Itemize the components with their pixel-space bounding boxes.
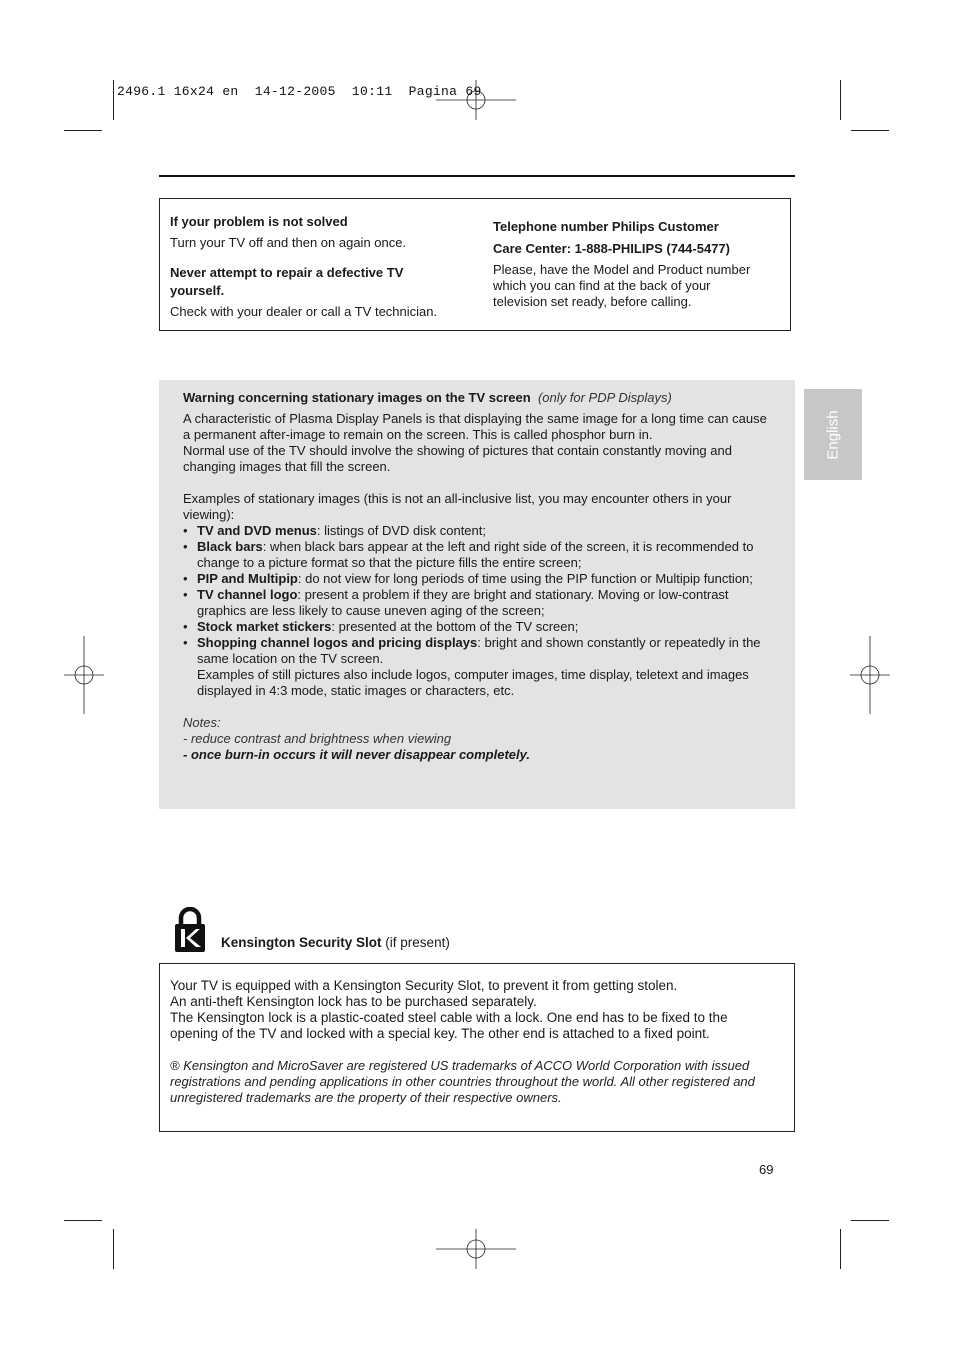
crop-mark-bottom-left-h (64, 1220, 102, 1221)
list-item: • Black bars: when black bars appear at the left and right side of the screen, it is recommended to change to a picture format so that the picture fills the entire screen; (183, 539, 754, 570)
customer-care-text: Please, have the Model and Product number which you can find at the back of your television set ready, before calling. (493, 262, 751, 309)
crop-mark-top-right-v (840, 80, 841, 120)
page-number: 69 (759, 1162, 774, 1177)
kensington-title: Kensington Security Slot (221, 935, 382, 950)
kensington-heading (221, 935, 450, 950)
not-solved-text: Turn your TV off and then on again once. (170, 235, 407, 250)
problem-box (159, 198, 791, 331)
examples-intro: Examples of stationary images (this is not an all-inclusive list, you may encounter others in your viewing): (183, 491, 732, 522)
still-pictures-text: Examples of still pictures also include logos, computer images, time display, teletext and images displayed in 4:3 mode, static images or characters, etc. (197, 667, 749, 698)
top-rule (159, 175, 795, 177)
warning-intro-2: Normal use of the TV should involve the showing of pictures that contain constantly moving and changing images that fill the screen. (183, 443, 732, 474)
warning-subtitle: (only for PDP Displays) (537, 390, 672, 405)
customer-care-heading-1: Telephone number Philips Customer (493, 219, 719, 234)
never-repair-text: Check with your dealer or call a TV technician. (170, 304, 438, 319)
problem-box-right (493, 216, 783, 310)
stationary-images-list (183, 523, 768, 667)
crop-mark-bottom-right-h (851, 1220, 889, 1221)
print-slug: 2496.1 16x24 en 14-12-2005 10:11 Pagina 69 (117, 84, 482, 99)
registration-mark-left (64, 636, 104, 714)
list-item: • TV channel logo: present a problem if they are bright and stationary. Moving or low-contrast graphics are less likely to cause uneven aging of the screen; (183, 587, 729, 618)
warning-title: Warning concerning stationary images on the TV screen (183, 390, 531, 405)
crop-mark-bottom-right-v (840, 1229, 841, 1269)
registration-mark-right (850, 636, 890, 714)
note-1: - reduce contrast and brightness when viewing (183, 731, 452, 746)
warning-intro: A characteristic of Plasma Display Panels is that displaying the same image for a long time can cause a permanent after-image to remain on the screen. This is called phosphor burn in. (183, 411, 767, 442)
crop-mark-top-left-h (64, 130, 102, 131)
kensington-box (159, 963, 795, 1132)
kensington-lock-icon (173, 907, 207, 953)
kensington-para-3: The Kensington lock is a plastic-coated steel cable with a lock. One end has to be fixed to the opening of the TV and locked with a special key. The other end is attached to a fixed point. (170, 1010, 728, 1041)
list-item: • Stock market stickers: presented at the bottom of the TV screen; (183, 619, 579, 634)
not-solved-heading: If your problem is not solved (170, 214, 348, 229)
crop-mark-top-left-v (113, 80, 114, 120)
list-item: • PIP and Multipip: do not view for long periods of time using the PIP function or Multipip function; (183, 571, 753, 586)
crop-mark-top-right-h (851, 130, 889, 131)
list-item: • Shopping channel logos and pricing displays: bright and shown constantly or repeatedly in the same location on the TV screen. (183, 635, 761, 666)
note-2: - once burn-in occurs it will never disappear completely. (183, 747, 530, 762)
customer-care-heading-2: Care Center: 1-888-PHILIPS (744-5477) (493, 241, 730, 256)
kensington-para-2: An anti-theft Kensington lock has to be purchased separately. (170, 994, 537, 1009)
registration-mark-bottom (436, 1229, 516, 1269)
warning-content (183, 390, 768, 763)
notes-label: Notes: (183, 715, 221, 730)
kensington-title-suffix: (if present) (385, 935, 450, 950)
never-repair-heading: Never attempt to repair a defective TV yourself. (170, 265, 404, 298)
warning-panel (159, 380, 795, 809)
language-tab (804, 389, 862, 480)
trademark-notice: ® Kensington and MicroSaver are registered US trademarks of ACCO World Corporation with issued registrations and pending applications in other countries throughout the world. All other registered and unregistered trademarks are the property of their respective owners. (170, 1058, 755, 1105)
kensington-para-1: Your TV is equipped with a Kensington Security Slot, to prevent it from getting stolen. (170, 978, 678, 993)
language-tab-label: English (824, 409, 842, 460)
warning-heading (183, 390, 768, 406)
kensington-content (170, 978, 770, 1106)
problem-box-left (170, 214, 460, 320)
crop-mark-bottom-left-v (113, 1229, 114, 1269)
list-item: • TV and DVD menus: listings of DVD disk content; (183, 523, 486, 538)
